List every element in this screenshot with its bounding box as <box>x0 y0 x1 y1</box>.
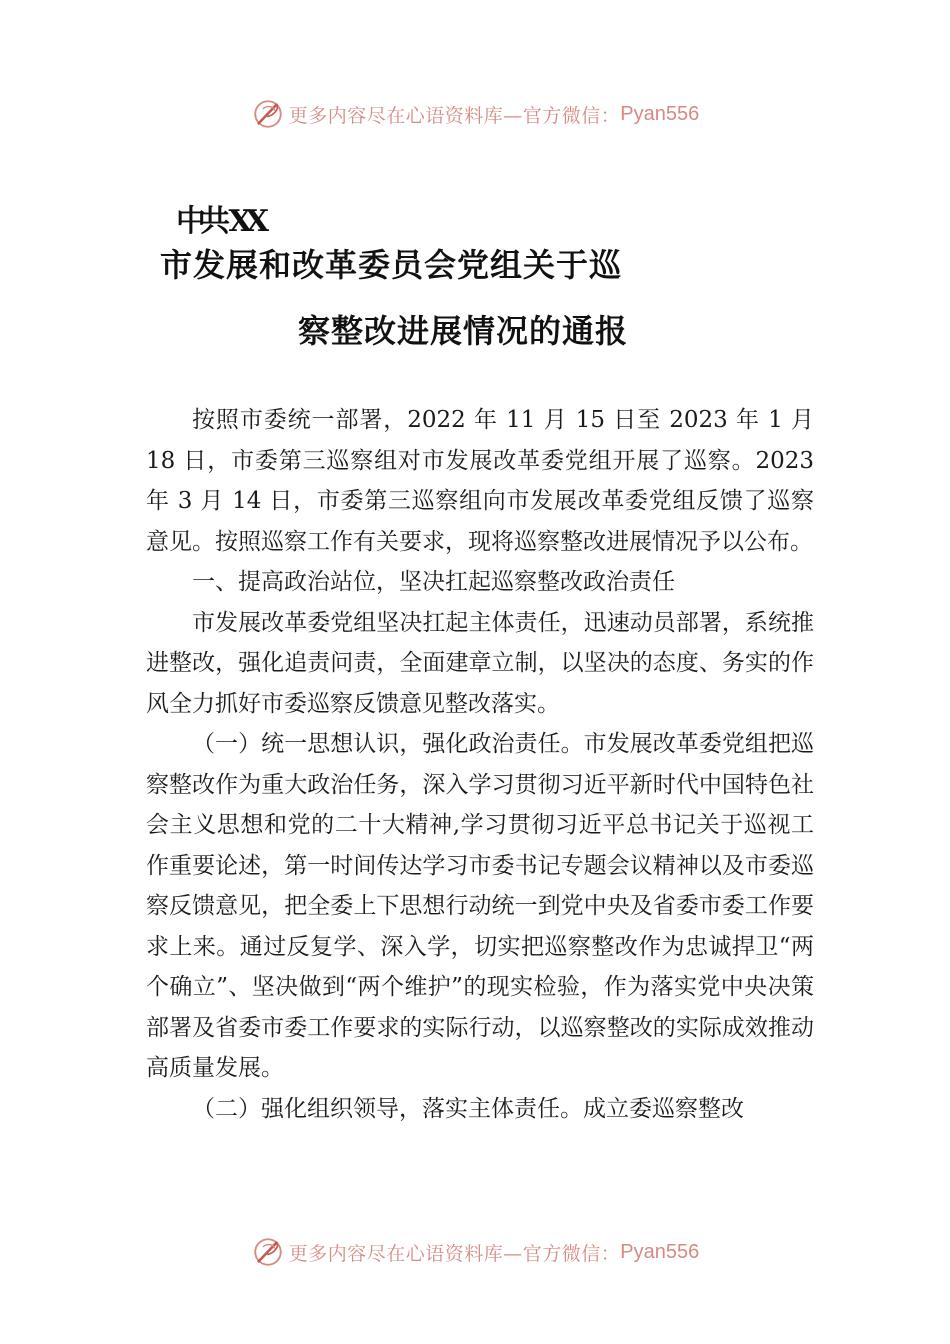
paragraph-section-1-summary: 市发展改革委党组坚决扛起主体责任，迅速动员部署，系统推进整改，强化追责问责，全面建章立制，以坚决的态度、务实的作风全力抓好市委巡察反馈意见整改落实。 <box>146 609 814 717</box>
paragraph-intro: 按照市委统一部署，2022 年 11 月 15 日至 2023 年 1 月 18 日，市委第三巡察组对市发展改革委党组开展了巡察。2023 年 3 月 14 日，市委第三巡察组向市发展改革委党组反馈了巡察意见。按照巡察工作有关要求，现将巡察整改进展情况予以公布。 <box>146 407 814 555</box>
quill-seal-icon <box>251 97 285 131</box>
quill-seal-icon <box>251 1235 285 1269</box>
watermark-wechat-id: Pyan556 <box>620 102 700 125</box>
document-title-line-1: 市发展和改革委员会党组关于巡 <box>160 246 623 284</box>
section-heading-1: 一、提高政治站位，坚决扛起巡察整改政治责任 <box>192 569 675 595</box>
watermark-wechat-id: Pyan556 <box>620 1240 700 1263</box>
watermark-text: 更多内容尽在心语资料库—官方微信： <box>288 1242 621 1265</box>
document-title-line-2: 察整改进展情况的通报 <box>298 312 629 350</box>
document-body <box>146 400 814 1129</box>
watermark-header <box>0 94 950 134</box>
title-prefix: 中共 XX <box>176 204 263 239</box>
watermark-footer <box>0 1232 950 1272</box>
paragraph-subsection-2: （二）强化组织领导，落实主体责任。成立委巡察整改 <box>192 1095 744 1122</box>
watermark-text: 更多内容尽在心语资料库—官方微信： <box>288 104 621 127</box>
paragraph-subsection-1: （一）统一思想认识，强化政治责任。市发展改革委党组把巡察整改作为重大政治任务，深入学习贯彻习近平新时代中国特色社会主义思想和党的二十大精神,学习贯彻习近平总书记关于巡视工作重要论述，第一时间传达学习市委书记专题会议精神以及市委巡察反馈意见，把全委上下思想行动统一到党中央及省委市委工作要求上来。通过反复学、深入学，切实把巡察整改作为忠诚捍卫“两个确立”、坚决做到“两个维护”的现实检验，作为落实党中央决策部署及省委市委工作要求的实际行动，以巡察整改的实际成效推动高质量发展。 <box>146 731 814 1081</box>
